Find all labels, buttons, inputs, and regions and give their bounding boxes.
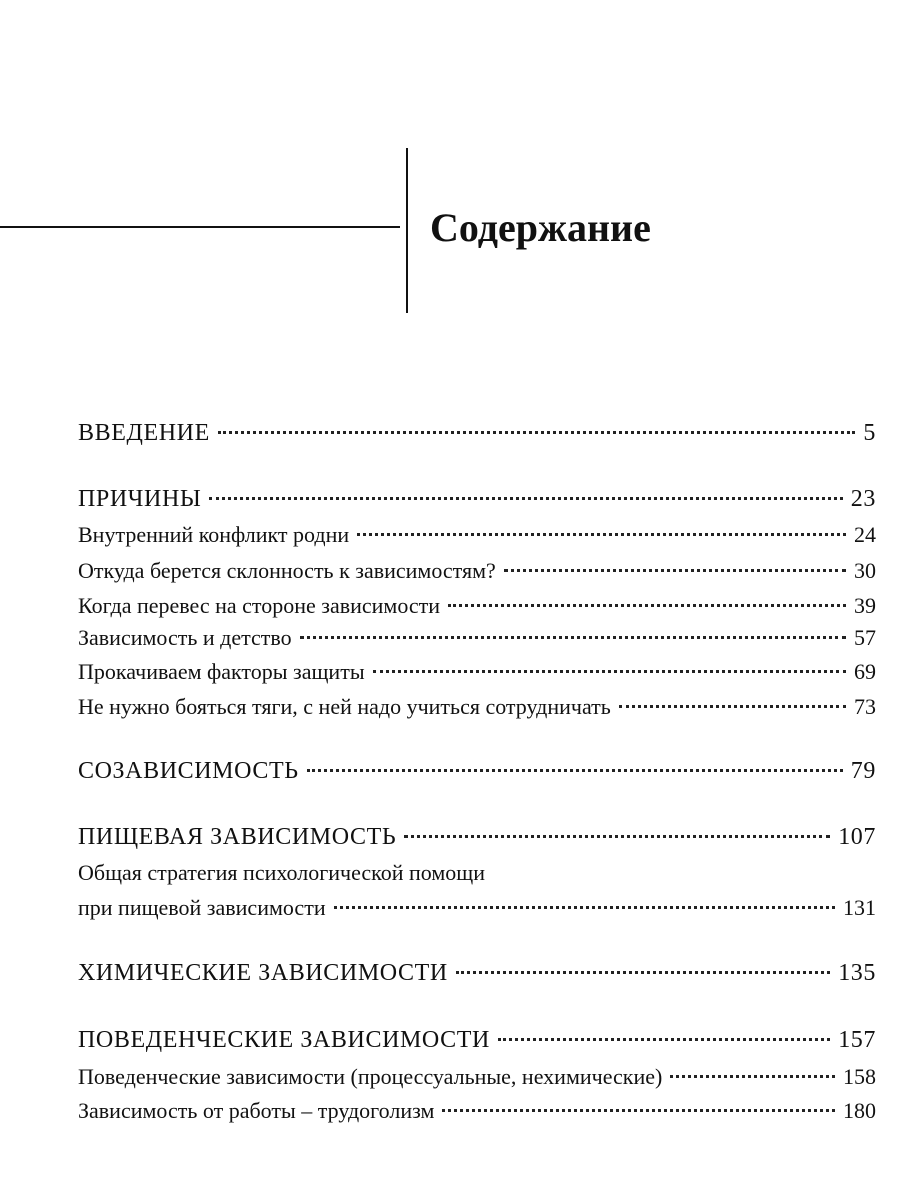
- dot-leader: [442, 1109, 835, 1112]
- toc-entry: [78, 420, 876, 456]
- dot-leader: [448, 604, 846, 607]
- toc-entry: [78, 659, 876, 695]
- toc-entry-page: 23: [850, 486, 876, 512]
- toc-entry-page: 157: [838, 1027, 876, 1053]
- toc-entry: [78, 860, 876, 896]
- toc-entry-label: Не нужно бояться тяги, с ней надо учиться сотрудничать: [78, 694, 611, 719]
- toc-entry-label: СОЗАВИСИМОСТЬ: [78, 758, 299, 784]
- dot-leader: [209, 497, 842, 500]
- toc-entry-label: ВВЕДЕНИЕ: [78, 420, 210, 446]
- toc-entry-page: 30: [854, 558, 876, 583]
- page-title: Содержание: [430, 205, 651, 250]
- dot-leader: [373, 670, 846, 673]
- toc-entry: [78, 1098, 876, 1134]
- toc-entry: [78, 522, 876, 558]
- dot-leader: [456, 971, 830, 974]
- dot-leader: [307, 769, 843, 772]
- toc-entry-label: Прокачиваем факторы защиты: [78, 659, 365, 684]
- dot-leader: [504, 569, 846, 572]
- toc-entry-label: ПРИЧИНЫ: [78, 486, 202, 512]
- dot-leader: [218, 431, 856, 434]
- toc-entry-page: 131: [843, 895, 876, 920]
- toc-entry-label: Внутренний конфликт родни: [78, 522, 350, 547]
- toc-entry-label: при пищевой зависимости: [78, 895, 326, 920]
- toc-entry-page: 57: [854, 625, 876, 650]
- dot-leader: [300, 636, 846, 639]
- toc-entry-page: 39: [854, 593, 876, 618]
- toc-entry: [78, 960, 876, 996]
- toc-entry: [78, 486, 876, 522]
- toc-entry-page: 24: [854, 522, 876, 547]
- toc-entry-page: 158: [843, 1064, 876, 1089]
- toc-entry: [78, 558, 876, 594]
- toc-entry-label: Поведенческие зависимости (процессуальные, нехимические): [78, 1064, 663, 1089]
- toc-entry-page: 5: [863, 420, 876, 446]
- toc-entry: [78, 694, 876, 730]
- toc-entry-label: Зависимость и детство: [78, 625, 292, 650]
- toc-entry: [78, 625, 876, 661]
- dot-leader: [670, 1075, 835, 1078]
- dot-leader: [498, 1038, 830, 1041]
- toc-entry-label: Откуда берется склонность к зависимостям?: [78, 558, 496, 583]
- toc-entry-page: 79: [850, 758, 876, 784]
- toc-entry-page: 180: [843, 1098, 876, 1123]
- toc-entry: [78, 1027, 876, 1063]
- toc-entry-label: ХИМИЧЕСКИЕ ЗАВИСИМОСТИ: [78, 960, 448, 986]
- dot-leader: [357, 533, 846, 536]
- toc-entry-label: Когда перевес на стороне зависимости: [78, 593, 441, 618]
- toc-entry-page: 107: [838, 824, 876, 850]
- toc-entry-label: ПИЩЕВАЯ ЗАВИСИМОСТЬ: [78, 824, 397, 850]
- toc-entry-page: 73: [854, 694, 876, 719]
- dot-leader: [404, 835, 830, 838]
- toc-entry-label: Общая стратегия психологической помощи: [78, 860, 485, 885]
- toc-entry: [78, 824, 876, 860]
- toc-entry-page: 69: [854, 659, 876, 684]
- dot-leader: [619, 705, 846, 708]
- toc-entry-label: Зависимость от работы – трудоголизм: [78, 1098, 435, 1123]
- dot-leader: [334, 906, 835, 909]
- toc-entry: [78, 895, 876, 931]
- toc-entry-label: ПОВЕДЕНЧЕСКИЕ ЗАВИСИМОСТИ: [78, 1027, 490, 1053]
- title-horizontal-rule: [0, 226, 400, 228]
- toc-entry: [78, 1064, 876, 1100]
- toc-entry-page: 135: [838, 960, 876, 986]
- toc-entry: [78, 593, 876, 629]
- toc-entry: [78, 758, 876, 794]
- title-vertical-rule: [406, 148, 408, 313]
